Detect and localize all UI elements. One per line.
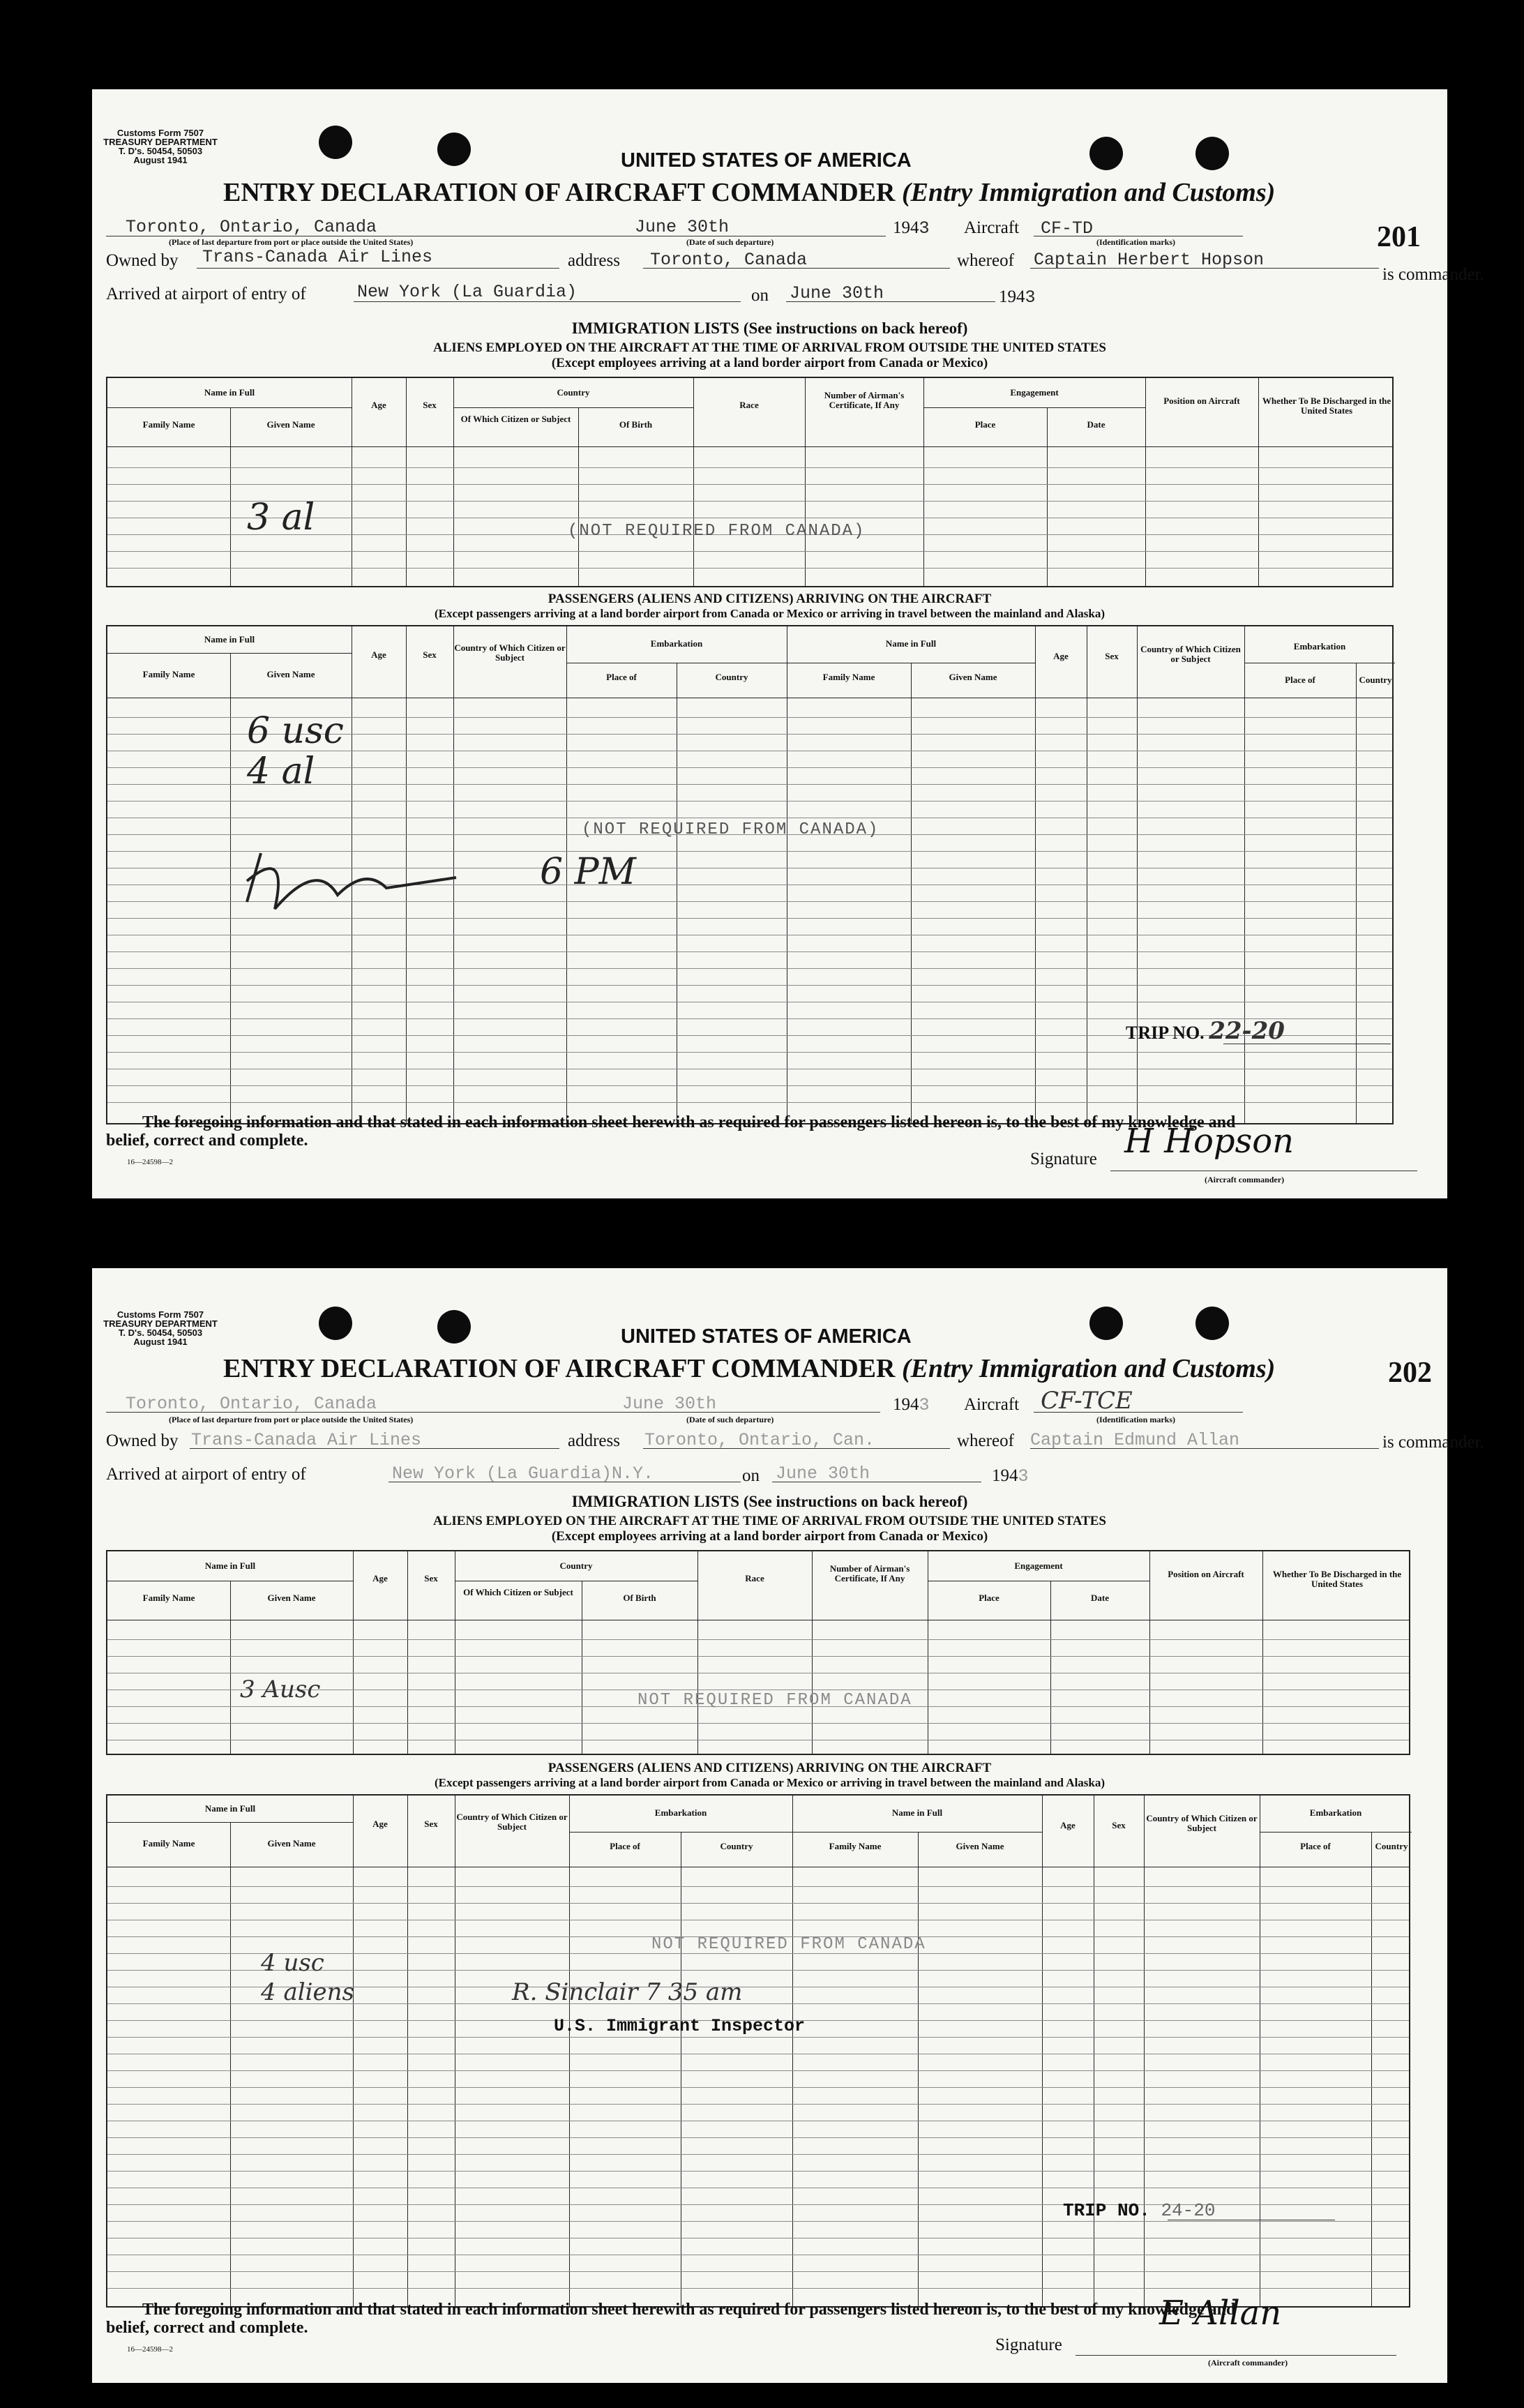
passenger-table [106, 1794, 1410, 2308]
field-underline [106, 1412, 678, 1413]
commander-signature: E Allan [1159, 2294, 1282, 2333]
form-number: 201 [1377, 221, 1421, 253]
col-place: Place [974, 419, 996, 430]
col-embarkation: Embarkation [654, 1807, 707, 1818]
address-label: address [568, 251, 620, 270]
arrived-label: Arrived at airport of entry of [106, 1465, 306, 1484]
col-family-name: Family Name [142, 419, 195, 430]
crew-not-required-stamp: (NOT REQUIRED FROM CANADA) [568, 522, 866, 541]
col-family-name: Family Name [142, 1838, 195, 1849]
passenger-note-aliens: 4 al [247, 751, 315, 792]
col-date: Date [1087, 419, 1106, 430]
arrival-date: June 30th [790, 283, 884, 303]
whereof-label: whereof [957, 1431, 1014, 1450]
col-embarkation-2: Embarkation [1293, 641, 1346, 652]
aliens-subtitle: (Except employees arriving at a land border airport from Canada or Mexico) [551, 356, 988, 370]
col-given-name: Given Name [266, 669, 315, 679]
owner-name: Trans-Canada Air Lines [202, 247, 433, 267]
declaration-sheet-202 [92, 1268, 1484, 2383]
trip-number: TRIP NO. 22-20 [1126, 1017, 1285, 1045]
col-name-in-full: Name in Full [204, 387, 255, 398]
col-age-2: Age [1053, 651, 1069, 661]
passenger-note-time: 6 PM [540, 851, 636, 893]
passengers-subtitle: (Except passengers arriving at a land border airport from Canada or Mexico or arriving in travel between the mainland and Alaska) [434, 607, 1106, 620]
signature-label: Signature [1030, 1150, 1097, 1168]
punch-hole [1195, 137, 1229, 170]
arrival-year: 1943 [992, 1466, 1029, 1487]
col-country-citizen-2: Country of Which Citizen or Subject [1146, 1813, 1258, 1833]
departure-date: June 30th [635, 217, 730, 237]
passenger-note-usc: 6 usc [247, 710, 344, 752]
aircraft-label: Aircraft [964, 218, 1020, 237]
col-engagement: Engagement [1014, 1560, 1063, 1571]
arrival-airport: New York (La Guardia)N.Y. [392, 1463, 654, 1484]
col-place-of: Place of [610, 1841, 640, 1851]
owned-by-label: Owned by [106, 1431, 179, 1450]
col-citizen-of: Of Which Citizen or Subject [463, 1587, 573, 1597]
country-heading: UNITED STATES OF AMERICA [621, 1325, 912, 1348]
punch-hole [1195, 1307, 1229, 1340]
col-place: Place [979, 1593, 999, 1603]
col-race: Race [745, 1573, 764, 1583]
passengers-title: PASSENGERS (ALIENS AND CITIZENS) ARRIVING ON THE AIRCRAFT [548, 592, 992, 606]
signature-sublabel: (Aircraft commander) [1205, 1175, 1285, 1184]
col-sex: Sex [424, 1819, 438, 1829]
foreword-text-2: belief, correct and complete. [106, 2319, 308, 2337]
col-embarkation-2: Embarkation [1309, 1807, 1362, 1818]
col-given-name-2: Given Name [949, 672, 997, 682]
col-family-name-2: Family Name [822, 672, 875, 682]
col-airman-cert: Number of Airman's Certificate, If Any [824, 390, 905, 410]
col-position: Position on Aircraft [1168, 1569, 1244, 1579]
col-country-citizen: Country of Which Citizen or Subject [454, 642, 566, 663]
inspector-stamp: U.S. Immigrant Inspector [554, 2016, 806, 2036]
owner-name: Trans-Canada Air Lines [191, 1430, 422, 1450]
passengers-title: PASSENGERS (ALIENS AND CITIZENS) ARRIVING ON THE AIRCRAFT [548, 1761, 992, 1775]
col-airman-cert: Number of Airman's Certificate, If Any [829, 1563, 910, 1583]
col-given-name: Given Name [266, 419, 315, 430]
form-number: 202 [1388, 1357, 1432, 1389]
field-underline [643, 1448, 950, 1449]
punch-hole [437, 133, 471, 166]
crew-handwritten-note: 3 Ausc [240, 1676, 321, 1703]
crew-handwritten-note: 3 al [247, 497, 315, 539]
trip-number: TRIP NO. 24-20 [1063, 2200, 1216, 2221]
col-given-name: Given Name [267, 1593, 316, 1603]
col-sex-2: Sex [1112, 1820, 1126, 1830]
col-sex: Sex [423, 649, 437, 660]
col-sex: Sex [424, 1573, 438, 1583]
passenger-note-aliens: 4 aliens [261, 1978, 354, 2006]
col-engagement: Engagement [1010, 387, 1059, 398]
signature-label: Signature [995, 2335, 1062, 2354]
sub-ident-label: (Identification marks) [1096, 237, 1175, 247]
whereof-label: whereof [957, 251, 1014, 270]
crew-table [106, 1550, 1410, 1755]
col-age: Age [371, 649, 386, 660]
punch-hole [1089, 1307, 1123, 1340]
col-place-of-2: Place of [1300, 1841, 1331, 1851]
punch-hole [319, 126, 352, 159]
col-of-birth: Of Birth [619, 419, 653, 430]
col-discharged: Whether To Be Discharged in the United States [1262, 396, 1391, 416]
passenger-not-required-stamp: (NOT REQUIRED FROM CANADA) [582, 820, 880, 839]
punch-hole [319, 1307, 352, 1340]
arrival-year: 1943 [999, 287, 1036, 308]
col-given-name-2: Given Name [956, 1841, 1004, 1851]
inspector-signature-note: R. Sinclair 7 35 am [512, 1978, 743, 2006]
col-name-in-full-2: Name in Full [885, 638, 937, 649]
col-of-birth: Of Birth [623, 1593, 656, 1603]
col-country-2: Country [1359, 675, 1392, 685]
aliens-title: ALIENS EMPLOYED ON THE AIRCRAFT AT THE TIME OF ARRIVAL FROM OUTSIDE THE UNITED STATES [432, 340, 1106, 355]
aliens-subtitle: (Except employees arriving at a land border airport from Canada or Mexico) [551, 1529, 988, 1544]
aircraft-id: CF-TD [1041, 218, 1094, 239]
field-underline [1030, 268, 1379, 269]
col-name-in-full: Name in Full [204, 1560, 256, 1571]
col-family-name: Family Name [142, 669, 195, 679]
year-label: 1943 [893, 218, 930, 239]
passenger-note-usc: 4 usc [261, 1949, 324, 1977]
col-sex-2: Sex [1105, 651, 1119, 661]
field-underline [1030, 1448, 1379, 1449]
year-label: 1943 [893, 1395, 930, 1415]
sub-ident-label: (Identification marks) [1096, 1415, 1175, 1424]
owner-address: Toronto, Ontario, Can. [644, 1430, 875, 1450]
immigration-title: IMMIGRATION LISTS (See instructions on back hereof) [571, 1493, 968, 1510]
sub-date-label: (Date of such departure) [686, 1415, 774, 1424]
aircraft-label: Aircraft [964, 1395, 1020, 1414]
col-citizen-of: Of Which Citizen or Subject [460, 414, 571, 424]
col-age: Age [372, 1573, 388, 1583]
print-code: 16—24598—2 [127, 1158, 173, 1166]
country-heading: UNITED STATES OF AMERICA [621, 149, 912, 172]
declaration-sheet-201 [92, 89, 1484, 1198]
on-label: on [751, 286, 769, 305]
customs-header: Customs Form 7507 TREASURY DEPARTMENT T. D's. 50454, 50503 August 1941 [103, 128, 218, 165]
col-family-name: Family Name [142, 1593, 195, 1603]
foreword-text: The foregoing information and that stated in each information sheet herewith as required for passengers listed hereon is, to the best of my knowledge and [142, 2301, 1236, 2319]
foreword-text: The foregoing information and that stated in each information sheet herewith as required for passengers listed hereon is, to the best of my knowledge and [142, 1113, 1236, 1131]
col-country-citizen: Country of Which Citizen or Subject [456, 1812, 568, 1832]
punch-hole [437, 1310, 471, 1344]
col-country-2: Country [1375, 1841, 1408, 1851]
col-race: Race [739, 400, 759, 410]
sub-place-label: (Place of last departure from port or place outside the United States) [169, 237, 414, 247]
col-name-in-full: Name in Full [204, 634, 255, 645]
arrival-date: June 30th [776, 1463, 870, 1484]
print-code: 16—24598—2 [127, 2345, 173, 2354]
field-underline [643, 268, 950, 269]
address-label: address [568, 1431, 620, 1450]
col-place-of-2: Place of [1285, 675, 1315, 685]
aircraft-id: CF-TCE [1041, 1387, 1133, 1415]
col-age: Age [371, 400, 386, 410]
field-underline [615, 1412, 880, 1413]
field-underline [1034, 1412, 1243, 1413]
col-family-name-2: Family Name [829, 1841, 882, 1851]
field-underline [190, 1448, 559, 1449]
owned-by-label: Owned by [106, 251, 179, 270]
col-name-in-full: Name in Full [204, 1803, 256, 1814]
crew-table [106, 377, 1394, 587]
col-sex: Sex [423, 400, 437, 410]
commander-name: Captain Edmund Allan [1030, 1430, 1240, 1450]
col-age: Age [372, 1819, 388, 1829]
departure-place: Toronto, Ontario, Canada [126, 217, 377, 237]
owner-address: Toronto, Canada [650, 250, 808, 270]
col-age-2: Age [1060, 1820, 1076, 1830]
col-country-citizen-2: Country of Which Citizen or Subject [1140, 644, 1241, 664]
col-country: Country [557, 387, 590, 398]
sub-place-label: (Place of last departure from port or place outside the United States) [169, 1415, 414, 1424]
passenger-table [106, 625, 1394, 1124]
aliens-title: ALIENS EMPLOYED ON THE AIRCRAFT AT THE TIME OF ARRIVAL FROM OUTSIDE THE UNITED STATES [432, 1514, 1106, 1528]
col-place-of: Place of [606, 672, 637, 682]
customs-header: Customs Form 7507 TREASURY DEPARTMENT T. D's. 50454, 50503 August 1941 [103, 1309, 218, 1347]
arrival-airport: New York (La Guardia) [357, 282, 578, 302]
sub-date-label: (Date of such departure) [686, 237, 774, 247]
field-underline [197, 268, 559, 269]
is-commander-label: is commander. [1382, 1433, 1484, 1452]
field-underline [354, 301, 741, 302]
commander-signature: H Hopson [1124, 1122, 1295, 1161]
col-position: Position on Aircraft [1163, 396, 1240, 406]
inspector-scribble [233, 839, 568, 923]
is-commander-label: is commander. [1382, 265, 1484, 284]
col-given-name: Given Name [267, 1838, 316, 1849]
foreword-text-2: belief, correct and complete. [106, 1131, 308, 1150]
col-embarkation: Embarkation [650, 638, 703, 649]
col-discharged: Whether To Be Discharged in the United States [1272, 1569, 1402, 1589]
arrived-label: Arrived at airport of entry of [106, 285, 306, 303]
departure-place: Toronto, Ontario, Canada [126, 1394, 377, 1414]
passengers-subtitle: (Except passengers arriving at a land border airport from Canada or Mexico or arriving in travel between the mainland and Alaska) [434, 1776, 1106, 1789]
commander-name: Captain Herbert Hopson [1034, 250, 1265, 270]
signature-sublabel: (Aircraft commander) [1208, 2358, 1288, 2368]
col-name-in-full-2: Name in Full [891, 1807, 943, 1818]
punch-hole [1089, 137, 1123, 170]
col-country: Country [559, 1560, 593, 1571]
form-title: ENTRY DECLARATION OF AIRCRAFT COMMANDER (Entry Immigration and Customs) [223, 1354, 1276, 1383]
departure-date: June 30th [622, 1394, 717, 1414]
immigration-title: IMMIGRATION LISTS (See instructions on back hereof) [571, 319, 968, 337]
form-title: ENTRY DECLARATION OF AIRCRAFT COMMANDER (Entry Immigration and Customs) [223, 178, 1276, 207]
crew-not-required-stamp: NOT REQUIRED FROM CANADA [637, 1691, 912, 1710]
on-label: on [742, 1466, 760, 1485]
col-date: Date [1091, 1593, 1109, 1603]
col-country: Country [715, 672, 748, 682]
col-country: Country [720, 1841, 753, 1851]
passenger-not-required-stamp: NOT REQUIRED FROM CANADA [651, 1935, 926, 1954]
field-underline [786, 301, 995, 302]
